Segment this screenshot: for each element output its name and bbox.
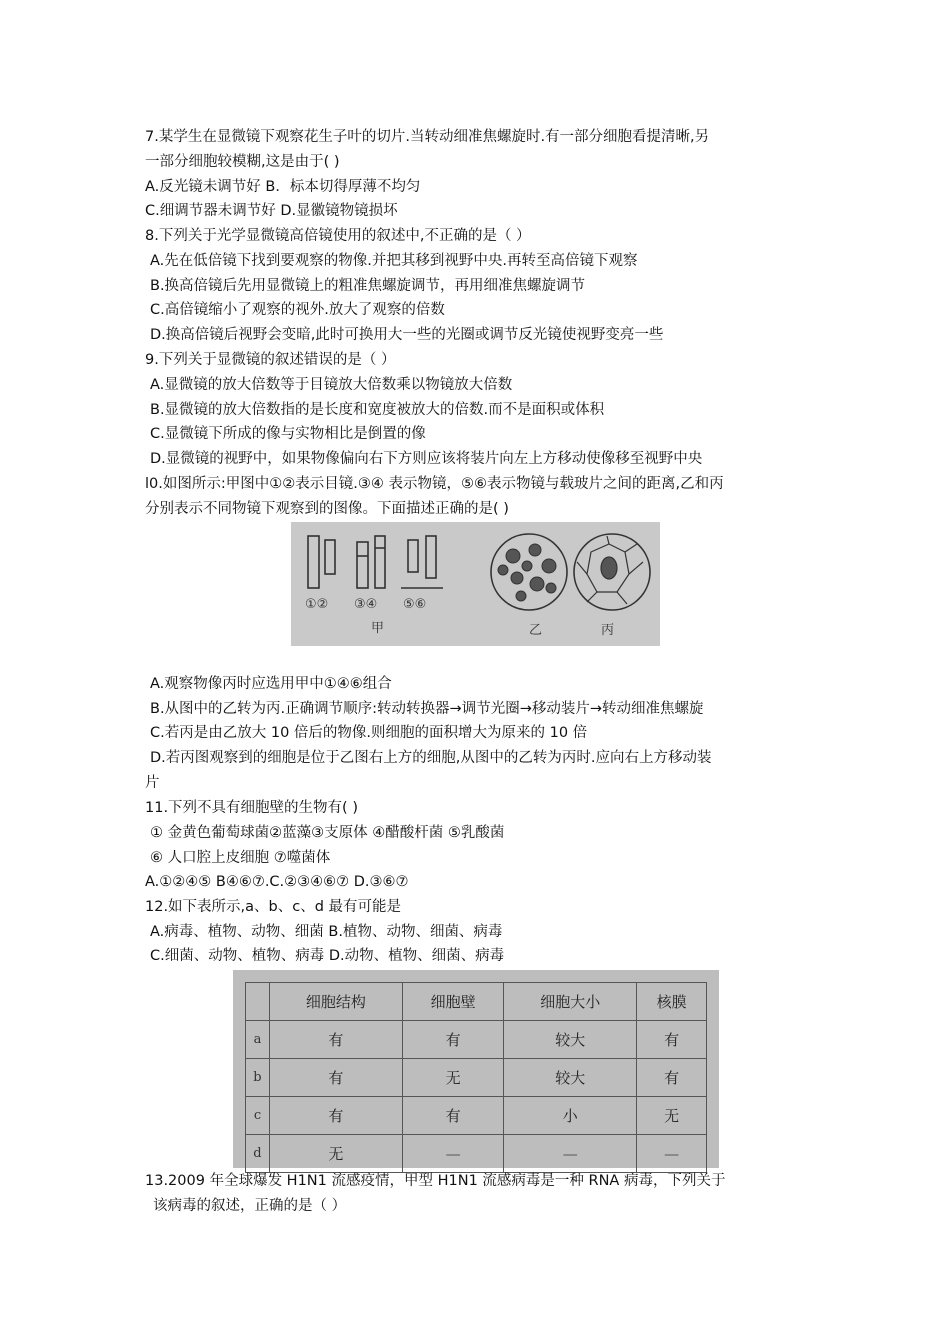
microscope-figure (291, 522, 660, 646)
q8-option-b: B.换高倍镜后先用显微镜上的粗准焦螺旋调节，再用细准焦螺旋调节 (150, 278, 586, 294)
objective-5-shape (408, 540, 418, 572)
table-cell: 较大 (504, 1021, 637, 1059)
table-cell: 有 (402, 1097, 503, 1135)
table-cell: 较大 (504, 1059, 637, 1097)
q10-stem-line1: l0.如图所示:甲图中①②表示目镜.③④ 表示物镜，⑤⑥表示物镜与载玻片之间的距离,乙和丙 (145, 476, 724, 492)
table-cell: 有 (402, 1021, 503, 1059)
table-cell: 有 (269, 1097, 402, 1135)
table-cell: c (246, 1097, 270, 1135)
table-cell: b (246, 1059, 270, 1097)
table-row (246, 1059, 707, 1097)
table-cell: — (402, 1135, 503, 1173)
table-cell: 有 (637, 1021, 707, 1059)
table-row (246, 1097, 707, 1135)
table-cell: 无 (637, 1097, 707, 1135)
q9-option-c: C.显微镜下所成的像与实物相比是倒置的像 (150, 426, 426, 442)
label-yi: 乙 (529, 623, 543, 638)
table-header-cell: 细胞壁 (402, 983, 503, 1021)
table-header-cell: 核膜 (637, 983, 707, 1021)
q12-options-line1: A.病毒、植物、动物、细菌 B.植物、动物、细菌、病毒 (150, 924, 503, 940)
eyepiece-1-shape (308, 536, 319, 588)
q13-stem-line2: 该病毒的叙述，正确的是（ ） (153, 1198, 347, 1214)
q8-stem: 8.下列关于光学显微镜高倍镜使用的叙述中,不正确的是（ ） (145, 228, 531, 244)
label-jia: 甲 (371, 621, 385, 636)
label-bing: 丙 (601, 623, 615, 638)
q10-option-a: A.观察物像丙时应选用甲中①④⑥组合 (150, 676, 392, 692)
q7-stem-line2: 一部分细胞较模糊,这是由于( ) (145, 154, 340, 170)
cell-comparison-table-image (233, 970, 719, 1168)
table-cell: 有 (269, 1059, 402, 1097)
label-34: ③④ (354, 597, 378, 612)
q7-options-line1: A.反光镜未调节好 B．标本切得厚薄不均匀 (145, 179, 421, 195)
table-cell: a (246, 1021, 270, 1059)
table-header-cell: 细胞大小 (504, 983, 637, 1021)
table-cell: 无 (269, 1135, 402, 1173)
table-header-row (246, 983, 707, 1021)
cell-comparison-table (245, 982, 707, 1173)
table-row (246, 1135, 707, 1173)
q12-stem: 12.如下表所示,a、b、c、d 最有可能是 (145, 899, 402, 915)
table-cell: 无 (402, 1059, 503, 1097)
q10-option-d-line1: D.若丙图观察到的细胞是位于乙图右上方的细胞,从图中的乙转为丙时.应向右上方移动装 (150, 750, 712, 766)
table-row (246, 1021, 707, 1059)
view-bing-cells (577, 536, 643, 604)
table-cell: — (504, 1135, 637, 1173)
q11-list-line1: ① 金黄色葡萄球菌②蓝藻③支原体 ④醋酸杆菌 ⑤乳酸菌 (150, 825, 505, 841)
eyepiece-2-shape (325, 540, 335, 574)
q13-stem-line1: 13.2009 年全球爆发 H1N1 流感疫情，甲型 H1N1 流感病毒是一种 RNA 病毒，下列关于 (145, 1173, 726, 1189)
table-cell: — (637, 1135, 707, 1173)
q10-option-d-line2: 片 (145, 775, 160, 791)
objective-6-shape (426, 536, 436, 578)
q11-list-line2: ⑥ 人口腔上皮细胞 ⑦噬菌体 (150, 850, 331, 866)
table-cell: 小 (504, 1097, 637, 1135)
table-header-cell (246, 983, 270, 1021)
table-cell: 有 (637, 1059, 707, 1097)
table-header-cell: 细胞结构 (269, 983, 402, 1021)
table-cell: d (246, 1135, 270, 1173)
q11-options: A.①②④⑤ B④⑥⑦.C.②③④⑥⑦ D.③⑥⑦ (145, 874, 409, 890)
label-56: ⑤⑥ (403, 597, 427, 612)
q7-options-line2: C.细调节器未调节好 D.显徽镜物镜损坏 (145, 203, 398, 219)
q9-stem: 9.下列关于显微镜的叙述错误的是（ ） (145, 352, 396, 368)
objective-4-shape (375, 536, 385, 588)
q11-stem: 11.下列不具有细胞壁的生物有( ) (145, 800, 358, 816)
q10-option-c: C.若丙是由乙放大 10 倍后的物像.则细胞的面积增大为原来的 10 倍 (150, 725, 588, 741)
q8-option-c: C.高倍镜缩小了观察的视外.放大了观察的倍数 (150, 302, 445, 318)
q8-option-a: A.先在低倍镜下找到要观察的物像.并把其移到视野中央.再转至高倍镜下观察 (150, 253, 638, 269)
objective-3-shape (357, 542, 368, 588)
view-yi-cells (498, 544, 556, 601)
q8-option-d: D.换高倍镜后视野会变暗,此时可换用大一些的光圈或调节反光镜使视野变亮一些 (150, 327, 664, 343)
q10-stem-line2: 分别表示不同物镜下观察到的图像。下面描述正确的是( ) (145, 501, 509, 517)
label-12: ①② (305, 597, 329, 612)
q9-option-a: A.显微镜的放大倍数等于目镜放大倍数乘以物镜放大倍数 (150, 377, 513, 393)
q12-options-line2: C.细菌、动物、植物、病毒 D.动物、植物、细菌、病毒 (150, 948, 505, 964)
q9-option-d: D.显微镜的视野中，如果物像偏向右下方则应该将装片向左上方移动使像移至视野中央 (150, 451, 703, 467)
q10-option-b: B.从图中的乙转为丙.正确调节顺序:转动转换器→调节光圈→移动装片→转动细准焦螺旋 (150, 701, 704, 717)
q7-stem-line1: 7.某学生在显微镜下观察花生子叶的切片.当转动细准焦螺旋时.有一部分细胞看提清晰,另 (145, 129, 710, 145)
q9-option-b: B.显微镜的放大倍数指的是长度和宽度被放大的倍数.而不是面积或体积 (150, 402, 605, 418)
table-cell: 有 (269, 1021, 402, 1059)
